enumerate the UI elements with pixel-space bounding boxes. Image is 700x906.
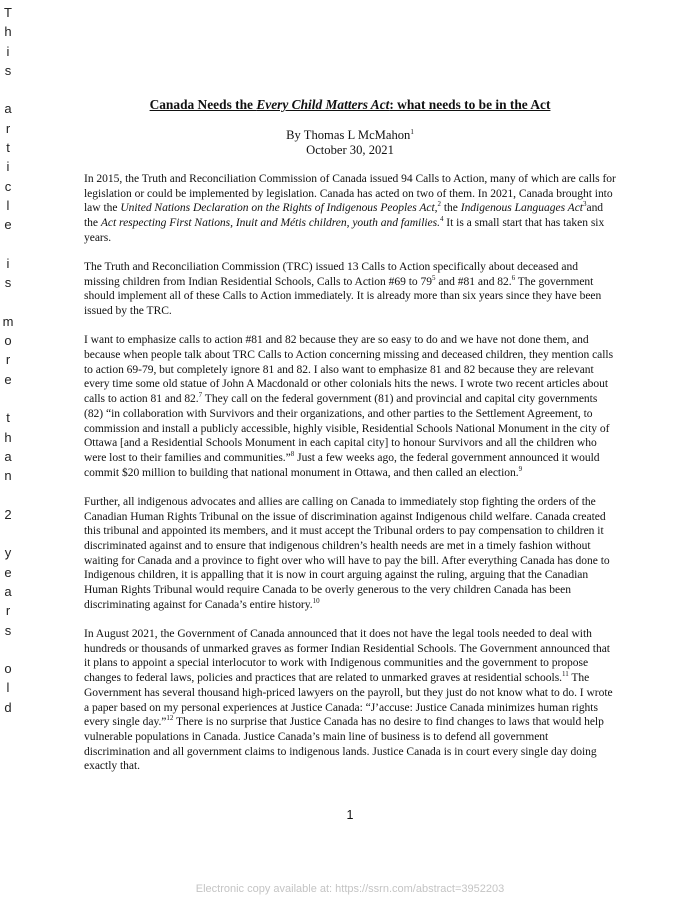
title-act-name: Every Child Matters Act xyxy=(256,97,390,112)
author-name: By Thomas L McMahon xyxy=(286,128,411,142)
paragraph-1-text-d: It is a small start that has taken six years. xyxy=(84,217,605,244)
paragraph-1-text-c: and the xyxy=(84,202,604,230)
watermark-char: l xyxy=(6,197,10,213)
title-prefix: Canada Needs the xyxy=(149,97,257,112)
watermark-char xyxy=(0,235,16,254)
body-text xyxy=(84,172,616,774)
paragraph-1-text-a: In 2015, the Truth and Reconciliation Commission of Canada issued 94 Calls to Action, many of which are calls for legislation or could be implemented by legislation. Canada has acted on two of them. In 2021, Canada brought into law the xyxy=(84,173,616,215)
paragraph-4-text-a: Further, all indigenous advocates and allies are calling on Canada to immediately stop fighting the orders of the Canadian Human Rights Tribunal on the issue of discrimination against Indigenous child welfare. Canada created this tribunal and appointed its members, and it must accept the Tribunal orders to pay compensation to children it discriminated against and to ensure that indigenous children’s health needs are met in a timely fashion without waiting for Canada and a province to fight over who will have to pay the bill. After everything Canada has done to Indigenous children, it is appalling that it is now in court arguing against the ruling, arguing that the Canadian Human Rights Tribunal would require Canada to be overly generous to the very children Canada has been discriminating against for Canada’s entire history. xyxy=(84,495,610,611)
footnote-ref-12[interactable]: 12 xyxy=(166,714,174,723)
watermark-char: o xyxy=(4,333,12,349)
footnote-ref-11[interactable]: 11 xyxy=(562,670,569,679)
author-line xyxy=(84,128,616,143)
watermark-char xyxy=(0,640,16,659)
footnote-ref-10[interactable]: 10 xyxy=(312,596,320,605)
paragraph-4 xyxy=(84,495,616,613)
child-welfare-act-name: Act respecting First Nations, Inuit and Métis children, youth and families. xyxy=(100,217,440,230)
watermark-char: r xyxy=(5,120,11,136)
watermark-char: n xyxy=(4,468,12,484)
watermark-char: s xyxy=(4,62,12,78)
watermark-char: m xyxy=(2,313,14,329)
watermark-char: d xyxy=(4,699,12,715)
paragraph-3-text-c: Just a few weeks ago, the federal government announced it would commit $20 million to building that national monument in Ottawa, and then called an election. xyxy=(84,451,600,479)
watermark-char: y xyxy=(4,545,12,561)
watermark-char: s xyxy=(4,275,12,291)
watermark-char: a xyxy=(4,583,12,599)
footnote-ref-7[interactable]: 7 xyxy=(198,391,203,400)
paragraph-2-text-c: The government should implement all of these Calls to Action immediately. It is already more than six years since they have been issued by the TRC. xyxy=(84,275,602,318)
publication-date: October 30, 2021 xyxy=(306,143,394,157)
document-title xyxy=(84,96,616,114)
watermark-char: T xyxy=(4,5,12,20)
footnote-ref-9[interactable]: 9 xyxy=(518,464,523,473)
watermark-char: r xyxy=(5,603,11,619)
watermark-char: o xyxy=(4,661,12,677)
watermark-char: i xyxy=(6,43,10,59)
watermark-char: e xyxy=(4,564,12,580)
footnote-ref-2[interactable]: 2 xyxy=(437,200,442,209)
title-suffix: : what needs to be in the Act xyxy=(389,97,551,112)
page-number: 1 xyxy=(346,808,354,822)
watermark-char: h xyxy=(4,24,12,40)
watermark-char: i xyxy=(6,159,10,175)
paragraph-1-text-b: the xyxy=(441,202,461,215)
watermark-char: a xyxy=(4,448,12,464)
watermark-char: l xyxy=(6,680,10,696)
watermark-char: t xyxy=(6,410,10,426)
footnote-ref-5[interactable]: 5 xyxy=(431,273,436,282)
watermark-char xyxy=(0,485,16,504)
paragraph-3-text-a: I want to emphasize calls to action #81 and 82 because they are so easy to do and we have not done them, and because when people talk about TRC Calls to Action concerning missing and deceased children, they mention calls to action 69-79, but completely ignore 81 and 82. I also want to emphasize 81 and 82 because they are relevant every time some old statue of John A Macdonald or other colonials hits the news. I wrote two recent articles about calls to action 81 and 82. xyxy=(84,334,614,406)
paragraph-5-text-a: In August 2021, the Government of Canada announced that it does not have the legal tools needed to deal with hundreds or thousands of unmarked graves as former Indian Residential Schools. The Government announced that it plans to appoint a special interlocutor to work with Indigenous communities and the government to propose changes to federal laws, policies and practices that are related to unmarked graves at residential schools. xyxy=(84,627,610,685)
watermark-char: e xyxy=(4,217,12,233)
paragraph-2 xyxy=(84,260,616,319)
watermark-char: a xyxy=(4,101,12,117)
footnote-ref-4[interactable]: 4 xyxy=(439,215,444,224)
watermark-char xyxy=(0,524,16,543)
watermark-char xyxy=(0,80,16,99)
watermark-char xyxy=(0,292,16,311)
indigenous-languages-act-name: Indigenous Languages Act xyxy=(460,202,583,215)
ssrn-footer[interactable]: Electronic copy available at: https://ssrn.com/abstract=3952203 xyxy=(195,883,505,895)
watermark-char: r xyxy=(5,352,11,368)
paragraph-3-text-b: They call on the federal government (81) and provincial and capital city governments (82) “in collaboration with Survivors and their organizations, and other parties to the Settlement Agreement, to commission and install a publicly accessible, highly visible, Residential Schools National Monument in the city of Ottawa [and a Residential Schools Monument in each capital city] to honour Survivors and all the children who were lost to their families and communities.” xyxy=(84,393,610,464)
footnote-ref-6[interactable]: 6 xyxy=(511,273,516,282)
paragraph-2-text-a: The Truth and Reconciliation Commission (TRC) issued 13 Calls to Action specifically about deceased and missing children from Indian Residential Schools, Calls to Action #69 to 79 xyxy=(84,261,578,288)
paragraph-5-text-c: There is no surprise that Justice Canada has no desire to find changes to laws that would help vulnerable populations in Canada. Justice Canada’s main line of business is to defend all government discrimination and all government claims to indigenous lands. Justice Canada is in court every single day doing exactly that. xyxy=(84,716,604,773)
footnote-ref-8[interactable]: 8 xyxy=(290,450,295,459)
watermark-char: t xyxy=(6,140,10,156)
paragraph-3 xyxy=(84,333,616,480)
paragraph-5-text-b: The Government has several thousand high-priced lawyers on the payroll, but they just do not know what to do. I wrote a paper based on my personal experiences at Justice Canada: “J’accuse: Justice Canada minimizes human rights every single day.” xyxy=(84,672,613,729)
undrip-act-name: United Nations Declaration on the Rights of Indigenous Peoples Act, xyxy=(120,202,438,215)
document-page xyxy=(84,96,616,789)
paragraph-5 xyxy=(84,627,616,774)
watermark-char: e xyxy=(4,371,12,387)
watermark-char: h xyxy=(4,429,12,445)
paragraph-1 xyxy=(84,172,616,246)
watermark-char: c xyxy=(4,178,12,194)
watermark-char: s xyxy=(4,622,12,638)
watermark-char: 2 xyxy=(4,506,12,522)
paragraph-2-text-b: and #81 and 82. xyxy=(435,275,512,288)
watermark-char: i xyxy=(6,255,10,271)
watermark-char xyxy=(0,389,16,408)
footnote-ref-1[interactable]: 1 xyxy=(410,127,414,136)
side-watermark xyxy=(0,3,16,717)
footnote-ref-3[interactable]: 3 xyxy=(582,200,587,209)
byline xyxy=(84,128,616,158)
